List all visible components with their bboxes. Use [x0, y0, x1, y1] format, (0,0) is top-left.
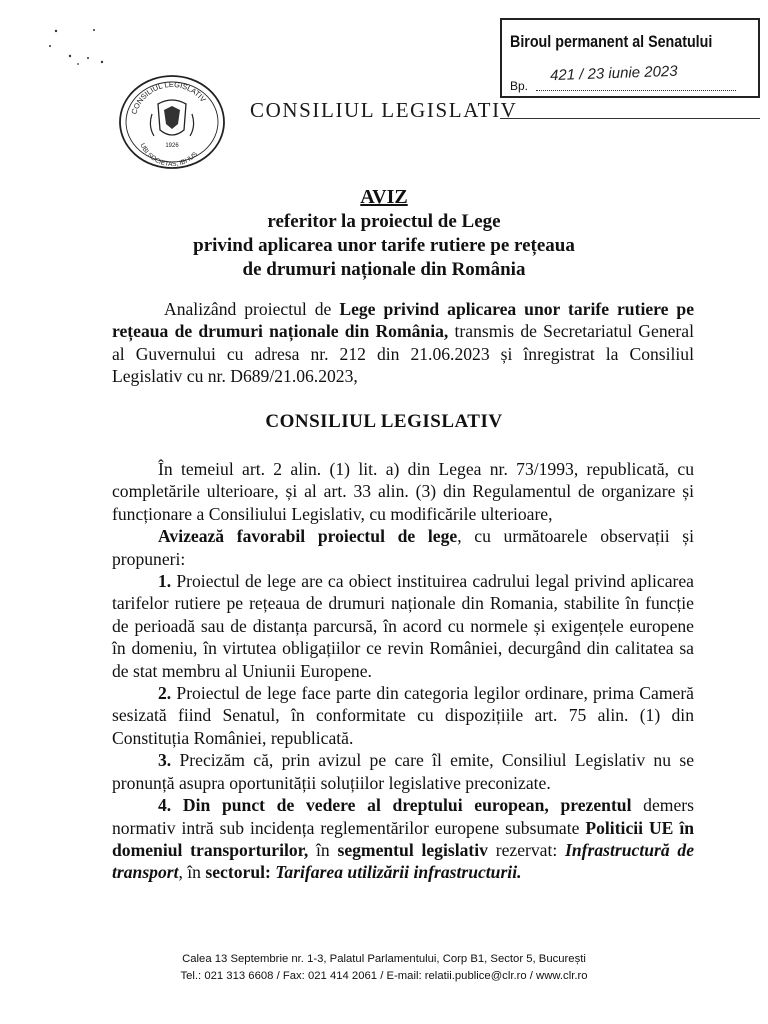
- document-subtitle: [0, 210, 768, 282]
- observation-1: [112, 570, 694, 682]
- eu-policy: Politicii UE în domeniul transporturilor,: [112, 817, 694, 860]
- observation-2: [112, 682, 694, 749]
- subtitle-line-1: referitor la proiectul de Lege: [267, 211, 501, 232]
- sector-value: Tarifarea utilizării infrastructurii.: [275, 862, 522, 883]
- footer-contact: Tel.: 021 313 6608 / Fax: 021 414 2061 / E-mail: relatii.publice@clr.ro / www.clr.ro: [180, 970, 588, 982]
- header-rule: [500, 118, 760, 119]
- observation-number: 2.: [158, 683, 172, 704]
- consiliul-legislativ-seal-logo: [116, 74, 228, 170]
- observation-4-lead: 4. Din punct de vedere al dreptului european, prezentul: [158, 795, 632, 816]
- section-heading: CONSILIUL LEGISLATIV: [265, 411, 503, 432]
- footer-address: Calea 13 Septembrie nr. 1-3, Palatul Parlamentului, Corp B1, Sector 5, București: [182, 953, 586, 965]
- subtitle-line-3: de drumuri naționale din România: [242, 259, 526, 280]
- seal-text-bottom: UBI SOCIETAS, IBI IUS: [138, 142, 200, 169]
- observation-number: 3.: [158, 750, 172, 771]
- endorsement-bold: Avizează favorabil proiectul de lege: [158, 526, 458, 547]
- stamp-title: Biroul permanent al Senatului: [510, 32, 713, 51]
- intro-paragraph: [112, 298, 694, 388]
- scan-marks: [40, 24, 120, 74]
- observation-text: Precizăm că, prin avizul pe care îl emite, Consiliul Legislativ nu se pronunță asupra oportunității soluțiilor legislative preconizate.: [112, 750, 694, 793]
- endorsement-rest: , cu următoarele observații și propuneri:: [112, 526, 694, 569]
- registration-stamp: [500, 18, 760, 98]
- observation-text: , în: [178, 862, 206, 883]
- observation-4: [112, 794, 694, 884]
- sector-label: sectorul:: [205, 862, 271, 883]
- observation-number: 1.: [158, 571, 172, 592]
- stamp-handwritten-number: 421 / 23 iunie 2023: [549, 62, 678, 85]
- observation-text: rezervat:: [487, 839, 566, 860]
- institution-name: CONSILIUL LEGISLATIV: [250, 98, 518, 122]
- intro-text-end: transmis de Secretariatul General al Guvernului cu adresa nr. 212 din 21.06.2023 și înregistrat la Consiliul Legislativ cu nr. D689/21.06.2023,: [112, 321, 694, 387]
- page-footer: [0, 951, 768, 985]
- intro-bill-title: Lege privind aplicarea unor tarife rutiere pe rețeaua de drumuri naționale din România,: [112, 299, 694, 342]
- stamp-bp-label: Bp.: [510, 79, 529, 93]
- legal-basis-paragraph: În temeiul art. 2 alin. (1) lit. a) din Legea nr. 73/1993, republicată, cu completările ulterioare, și al art. 33 alin. (3) din Regulamentul de organizare și funcționare a Consiliului Legislativ, cu modificările ulterioare,: [112, 459, 694, 524]
- observation-text: Proiectul de lege are ca obiect instituirea cadrului legal privind aplicarea tarifelor rutiere pe rețeaua de drumuri naționale din Romania, stabilite în funcție de perioadă sau de distanța parcursă, în acord cu normele și exigențele europene în domeniu, în virtutea obligațiilor ce revin României, decurgând din calitatea sa de stat membru al Uniunii Europene.: [112, 571, 694, 681]
- observation-text: în: [308, 839, 338, 860]
- observation-3: [112, 749, 694, 794]
- observation-text: Proiectul de lege face parte din categoria legilor ordinare, prima Cameră sesizată fiind Senatul, în conformitate cu dispozițiile art. 75 alin. (1) din Constituția României, republicată.: [112, 683, 694, 748]
- main-body: [112, 458, 694, 884]
- observation-text: demers normativ intră sub incidența reglementărilor europene subsumate: [112, 795, 694, 838]
- segment-value: Infrastructură de transport: [112, 839, 695, 883]
- subtitle-line-2: privind aplicarea unor tarife rutiere pe rețeaua: [193, 235, 575, 256]
- legislative-segment-label: segmentul legislativ: [337, 839, 488, 860]
- stamp-dotted-line: [536, 90, 736, 91]
- endorsement-paragraph: [112, 525, 694, 570]
- intro-text: Analizând proiectul de: [164, 299, 340, 319]
- seal-text-top: CONSILIUL LEGISLATIV: [129, 79, 208, 116]
- seal-year: 1926: [165, 143, 179, 149]
- document-title: AVIZ: [360, 186, 408, 208]
